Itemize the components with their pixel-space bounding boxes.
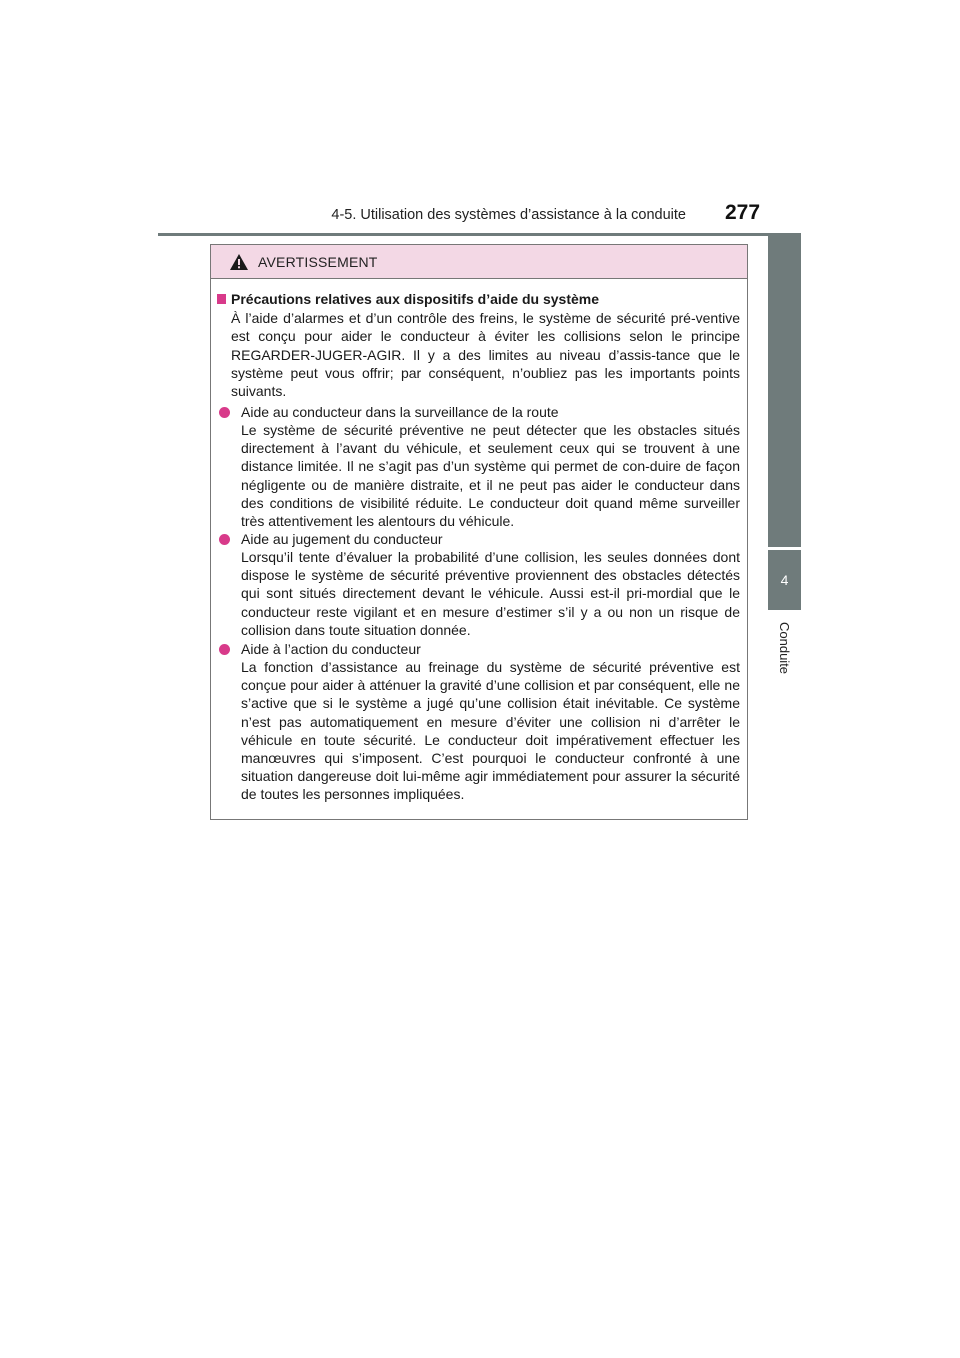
list-item-title: Aide au conducteur dans la surveillance de la route — [241, 404, 559, 420]
section-heading — [217, 291, 599, 307]
section-title: 4-5. Utilisation des systèmes d’assistance à la conduite — [331, 207, 686, 223]
chapter-label-text: Conduite — [777, 621, 792, 675]
bullet-dot-icon — [219, 644, 230, 655]
header-divider — [158, 233, 801, 236]
list-item-title: Aide à l’action du conducteur — [241, 641, 421, 657]
warning-box — [210, 244, 748, 820]
list-item-text: Lorsqu’il tente d’évaluer la probabilité d’une collision, les seules données dont dispose le système de sécurité préventive proviennent des obstacles détectés qui sont situés directement devant le véhicule. Aussi est-il pri-mordial que le conducteur reste vigilant et en mesure d’estimer s’il y a ou non un risque de collision dans toute situation donnée. — [241, 549, 740, 638]
warning-title: AVERTISSEMENT — [258, 253, 378, 270]
section-heading-text: Précautions relatives aux dispositifs d’aide du système — [231, 291, 600, 307]
warning-header — [211, 245, 747, 279]
list-item-title: Aide au jugement du conducteur — [241, 531, 443, 547]
chapter-tab-number[interactable]: 4 — [768, 550, 801, 610]
bullet-dot-icon — [219, 407, 230, 418]
square-bullet-icon — [217, 294, 226, 304]
chapter-tab-label — [768, 612, 801, 684]
page-number: 277 — [725, 201, 761, 224]
list-item-text: Le système de sécurité préventive ne peut détecter que les obstacles situés directement à l’avant du véhicule, et seulement ceux qui se trouvent à une distance limitée. Il ne s’agit pas d’un système qui permet de con-duire de façon négligente ou de manière distraite, et il ne peut pas aider le conducteur dans des conditions de visibilité réduite. Le conducteur doit quand même surveiller très attentivement les alentours du véhicule. — [241, 422, 740, 530]
bullet-dot-icon — [219, 534, 230, 545]
warning-triangle-icon — [229, 253, 249, 271]
list-item-text: La fonction d’assistance au freinage du système de sécurité préventive est conçue pour aider à atténuer la gravité d’une collision et par conséquent, elle ne s’active que si le système a jugé qu’une collision était inévitable. Ce système n’est pas automatiquement en mesure d’éviter une collision ni d’arrêter le véhicule en toute sécurité. Le conducteur doit impérativement effectuer les manœuvres qui s’imposent. C’est pourquoi le conducteur confronté à une situation dangereuse doit lui-même agir immédiatement pour assurer la sécurité de toutes les personnes impliquées. — [241, 659, 740, 803]
intro-paragraph: À l’aide d’alarmes et d’un contrôle des freins, le système de sécurité pré-ventive est conçu pour aider le conducteur à éviter les collisions selon le principe REGARDER-JUGER-AGIR. Il y a des limites au niveau d’assis-tance que le système peut vous offrir; par conséquent, n’oubliez pas les importants points suivants. — [231, 310, 740, 400]
chapter-tab-bar — [768, 236, 801, 547]
